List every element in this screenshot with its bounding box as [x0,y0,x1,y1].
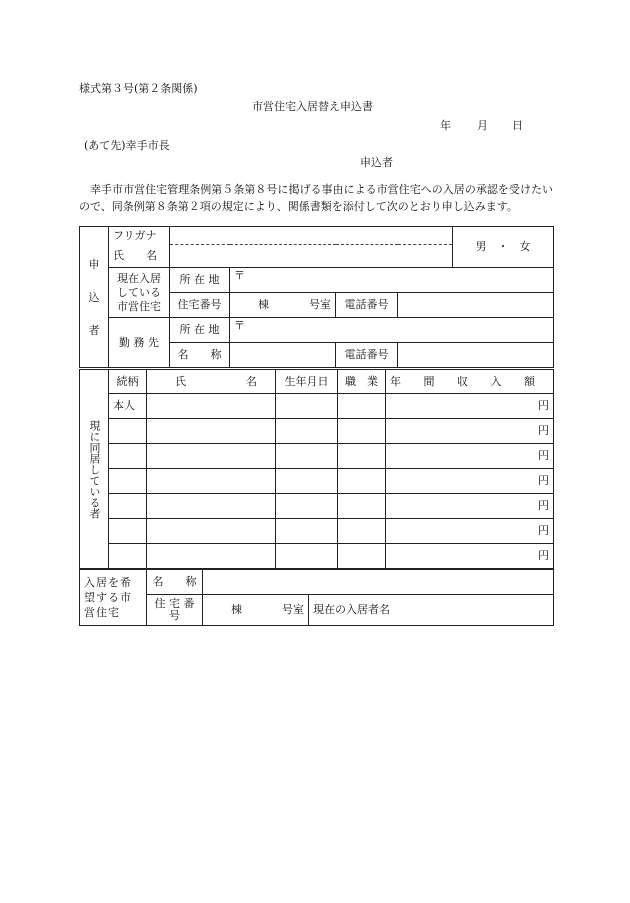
workplace-phone-label: 電話番号 [336,343,398,368]
relation-cell[interactable] [109,544,147,569]
cohabitants-table [79,369,554,569]
birth-cell[interactable] [276,544,338,569]
birth-cell[interactable] [276,494,338,519]
relation-cell[interactable]: 本人 [109,394,147,419]
desired-name-label: 名 称 [147,570,203,595]
job-cell[interactable] [338,519,386,544]
col-relation: 続柄 [109,370,147,394]
job-cell[interactable] [338,444,386,469]
relation-cell[interactable] [109,494,147,519]
col-name: 氏 名 [147,370,276,394]
workplace-location-label: 所 在 地 [170,318,230,343]
form-title: 市営住宅入居替え申込書 [252,100,373,113]
house-number-field[interactable] [230,293,336,318]
workplace-location-field[interactable] [230,318,554,343]
date-month: 月 [477,119,488,132]
table-row [80,444,554,469]
job-cell[interactable] [338,419,386,444]
furigana-label: フリガナ [109,227,170,245]
current-location-label: 所 在 地 [170,268,230,293]
workplace-phone-field[interactable] [398,343,554,368]
cohabitants-side-label: 現に同居している者 [80,370,109,569]
relation-cell[interactable] [109,519,147,544]
income-cell[interactable]: 円 [386,494,554,519]
company-name-field[interactable] [230,343,336,368]
name-cell[interactable] [147,469,276,494]
date-day: 日 [512,119,523,132]
col-job: 職 業 [338,370,386,394]
income-cell[interactable]: 円 [386,469,554,494]
desired-name-field[interactable] [203,570,554,595]
current-location-field[interactable] [230,268,554,293]
table-row [80,394,554,419]
applicant-side-label: 申 込 者 [80,227,109,368]
desired-house-number-field[interactable] [203,595,309,626]
income-cell[interactable]: 円 [386,394,554,419]
income-cell[interactable]: 円 [386,519,554,544]
income-cell[interactable]: 円 [386,444,554,469]
applicant-label: 申込者 [360,156,393,169]
phone-label: 電話番号 [336,293,398,318]
furigana-field[interactable] [170,227,453,245]
relation-cell[interactable] [109,444,147,469]
birth-cell[interactable] [276,519,338,544]
table-row [80,494,554,519]
col-birth: 生年月日 [276,370,338,394]
phone-field[interactable] [398,293,554,318]
room-label: 号室 [282,603,304,616]
birth-cell[interactable] [276,394,338,419]
building-label: 棟 [258,298,269,311]
job-cell[interactable] [338,469,386,494]
current-housing-label: 現在入居 している 市営住宅 [109,268,170,318]
table-row [80,544,554,569]
current-resident-label: 現在の入居者名 [313,603,390,616]
current-resident-field[interactable] [309,595,554,626]
table-row [80,519,554,544]
birth-cell[interactable] [276,469,338,494]
name-cell[interactable] [147,394,276,419]
intro-text: 幸手市市営住宅管理条例第５条第８号に掲げる事由による市営住宅への入居の承認を受けたいので、同条例第８条第２項の規定により、関係書類を添付して次のとおり申し込みます。 [79,183,553,213]
table-row [80,419,554,444]
col-income: 年 間 収 入 額 [386,370,554,394]
relation-cell[interactable] [109,469,147,494]
postal-mark: 〒 [234,269,245,282]
addressee: (あて先)幸手市長 [84,139,170,152]
postal-mark: 〒 [234,319,245,332]
company-name-label: 名 称 [170,343,230,368]
job-cell[interactable] [338,394,386,419]
building-label: 棟 [231,603,242,616]
desired-housing-table [79,569,554,626]
name-cell[interactable] [147,544,276,569]
table-row [80,469,554,494]
name-cell[interactable] [147,519,276,544]
relation-cell[interactable] [109,419,147,444]
desired-housing-label: 入居を希 望する市 営住宅 [80,570,147,626]
room-label: 号室 [309,298,331,311]
house-number-label: 住宅番号 [170,293,230,318]
birth-cell[interactable] [276,444,338,469]
job-cell[interactable] [338,544,386,569]
name-label: 氏 名 [109,245,170,268]
name-cell[interactable] [147,494,276,519]
name-cell[interactable] [147,444,276,469]
workplace-label: 勤 務 先 [109,318,170,368]
birth-cell[interactable] [276,419,338,444]
income-cell[interactable]: 円 [386,544,554,569]
income-cell[interactable]: 円 [386,419,554,444]
date-year: 年 [440,119,451,132]
name-field[interactable] [170,245,453,268]
name-cell[interactable] [147,419,276,444]
job-cell[interactable] [338,494,386,519]
applicant-table [79,226,554,368]
gender-field[interactable]: 男 ・ 女 [453,227,554,268]
desired-house-number-label: 住 宅 番 号 [147,595,203,626]
form-number: 様式第３号(第２条関係) [79,82,198,95]
